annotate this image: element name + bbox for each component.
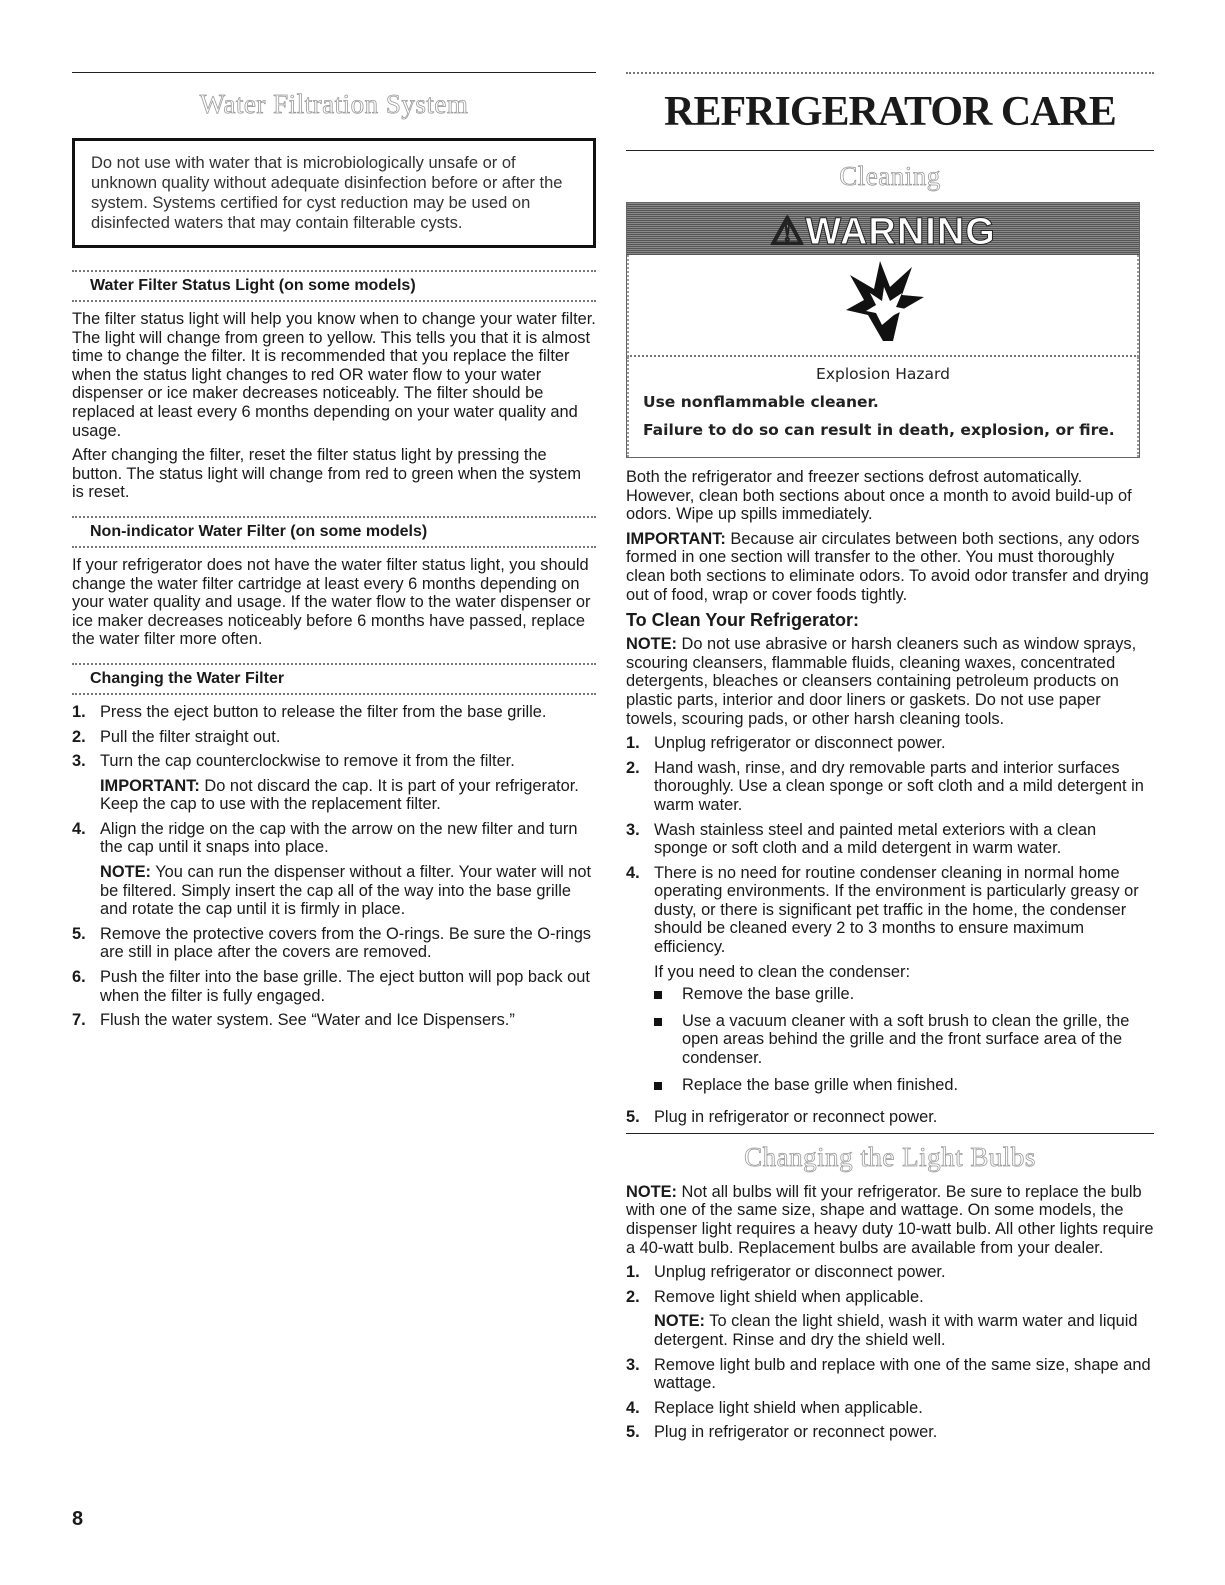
- status-light-paragraph: The filter status light will help you know when to change your water filter. The light will change from green to yellow. This tells you that it is almost time to change the filter. It is recommended that you replace the filter when the status light changes to red OR water flow to your water dispenser or ice maker decreases noticeably. The filter should be replaced at least every 6 months depending on your water quality and usage.: [72, 310, 596, 440]
- list-item: 1. Unplug refrigerator or disconnect power.: [626, 734, 946, 753]
- explosion-icon: [627, 255, 1139, 357]
- condenser-intro: If you need to clean the condenser:: [654, 962, 911, 981]
- warning-header: [627, 203, 1139, 255]
- list-item: 4. Replace light shield when applicable.: [626, 1398, 923, 1417]
- page-number: 8: [72, 1508, 84, 1530]
- warning-label: ⚠WARNING: [770, 211, 996, 253]
- condenser-bullets: [654, 985, 1154, 1094]
- left-column: [72, 72, 596, 1036]
- status-light-reset-paragraph: After changing the filter, reset the filter status light by pressing the button. The status light will change from red to green when the system is reset.: [72, 446, 581, 502]
- divider: [72, 546, 596, 548]
- warning-line: Failure to do so can result in death, explosion, or fire.: [643, 421, 1115, 439]
- page-title: REFRIGERATOR CARE: [664, 89, 1116, 135]
- list-item: 5. Plug in refrigerator or reconnect power.: [626, 1108, 938, 1127]
- list-item: 1. Unplug refrigerator or disconnect power.: [626, 1263, 946, 1282]
- cleaning-title: Cleaning: [839, 161, 941, 191]
- section-title: Water Filtration System: [199, 89, 469, 119]
- clean-heading: To Clean Your Refrigerator:: [626, 610, 860, 631]
- hazard-type: Explosion Hazard: [816, 365, 950, 383]
- list-item: 4. There is no need for routine condenser cleaning in normal home operating environments. If the environment is particularly greasy or dusty, or there is significant pet traffic in the home, the condenser should be cleaned every 2 to 3 months to ensure maximum efficiency. If you need to clean the condenser: Remove the base grille. Use a vacuum cleaner with a soft brush to clean the grille, the open areas behind the grille and the front surface area of the condenser. Replace the base grille when finished.: [626, 864, 1154, 1103]
- changing-filter-steps: [72, 703, 596, 1030]
- list-item: 2. Hand wash, rinse, and dry removable parts and interior surfaces thoroughly. Use a clean sponge or soft cloth and a mild detergent in warm water.: [626, 758, 1144, 814]
- list-item: 5. Remove the protective covers from the O-rings. Be sure the O-rings are still in place after the covers are removed.: [72, 924, 591, 962]
- list-item: 2. Remove light shield when applicable. NOTE: To clean the light shield, wash it with warm water and liquid detergent. Rinse and dry the shield well.: [626, 1288, 1154, 1350]
- note: NOTE: You can run the dispenser without a filter. Your water will not be filtered. Simply insert the cap all of the way into the base grille and rotate the cap until it is firmly in place.: [100, 863, 592, 919]
- top-rule: [626, 72, 1154, 74]
- bullet-item: Replace the base grille when finished.: [654, 1076, 1154, 1095]
- list-item: 5. Plug in refrigerator or reconnect power.: [626, 1423, 938, 1442]
- bulbs-title: Changing the Light Bulbs: [744, 1141, 1036, 1172]
- section-rule: [626, 1133, 1154, 1134]
- cyst-warning-box: Do not use with water that is microbiologically unsafe or of unknown quality without adequate disinfection before or after the system. Systems certified for cyst reduction may be used on disinfected waters that may contain filterable cysts.: [72, 138, 596, 248]
- top-rule: [72, 72, 596, 73]
- bullet-item: Use a vacuum cleaner with a soft brush to clean the grille, the open areas behind the grille and the front surface area of the condenser.: [654, 1012, 1154, 1068]
- title-rule: [626, 150, 1154, 151]
- bullet-item: Remove the base grille.: [654, 985, 1154, 1004]
- list-item: 4. Align the ridge on the cap with the arrow on the new filter and turn the cap until it snaps into place. NOTE: You can run the dispenser without a filter. Your water will not be filtered. Simply insert the cap all of the way into the base grille and rotate the cap until it is firmly in place.: [72, 820, 596, 919]
- divider: [72, 693, 596, 695]
- list-item: 7. Flush the water system. See “Water and Ice Dispensers.”: [72, 1011, 515, 1030]
- warning-line: Use nonflammable cleaner.: [643, 393, 879, 411]
- right-column: [626, 72, 1154, 1448]
- note: NOTE: To clean the light shield, wash it with warm water and liquid detergent. Rinse and dry the shield well.: [654, 1312, 1138, 1349]
- list-item: 3. Remove light bulb and replace with one of the same size, shape and wattage.: [626, 1355, 1151, 1393]
- non-indicator-heading: Non-indicator Water Filter (on some models): [90, 522, 428, 540]
- status-light-heading: Water Filter Status Light (on some models): [90, 277, 416, 294]
- list-item: 3. Turn the cap counterclockwise to remove it from the filter. IMPORTANT: Do not discard the cap. It is part of your refrigerator. Keep the cap to use with the replacement filter.: [72, 752, 596, 814]
- cleaning-paragraph: Both the refrigerator and freezer sections defrost automatically. However, clean both sections about once a month to avoid build-up of odors. Wipe up spills immediately.: [626, 468, 1132, 524]
- non-indicator-paragraph: If your refrigerator does not have the water filter status light, you should change the water filter cartridge at least every 6 months depending on your water quality and usage. If the water flow to the water dispenser or ice maker decreases noticeably before 6 months have passed, replace the water filter more often.: [72, 555, 591, 649]
- note-paragraph: NOTE: Do not use abrasive or harsh cleaners such as window sprays, scouring cleansers, flammable fluids, cleaning waxes, concentrated detergents, bleaches or cleansers containing petroleum products on plastic parts, interior and door liners or gaskets. Do not use paper towels, scouring pads, or other harsh cleaning tools.: [626, 635, 1137, 728]
- cleaning-steps: [626, 734, 1154, 1127]
- changing-filter-heading: Changing the Water Filter: [90, 669, 285, 687]
- important-note: IMPORTANT: Do not discard the cap. It is part of your refrigerator. Keep the cap to use with the replacement filter.: [100, 776, 579, 814]
- important-paragraph: IMPORTANT: Because air circulates between both sections, any odors formed in one section will transfer to the other. You must thoroughly clean both sections to eliminate odors. To avoid odor transfer and drying out of food, wrap or cover foods tightly.: [626, 529, 1149, 604]
- divider: [72, 300, 596, 302]
- list-item: 3. Wash stainless steel and painted metal exteriors with a clean sponge or soft cloth and a mild detergent in warm water.: [626, 820, 1097, 858]
- warning-text: [627, 357, 1139, 457]
- warning-panel: [626, 202, 1140, 458]
- list-item: 2. Pull the filter straight out.: [72, 727, 281, 746]
- explosion-symbol: [838, 255, 928, 345]
- bulb-steps: [626, 1263, 1154, 1442]
- list-item: 1. Press the eject button to release the filter from the base grille.: [72, 702, 547, 721]
- list-item: 6. Push the filter into the base grille. The eject button will pop back out when the filter is fully engaged.: [72, 968, 590, 1005]
- bulbs-note: NOTE: Not all bulbs will fit your refrigerator. Be sure to replace the bulb with one of the same size, shape and wattage. On some models, the dispenser light requires a heavy duty 10-watt bulb. All other lights require a 40-watt bulb. Replacement bulbs are available from your dealer.: [626, 1182, 1154, 1257]
